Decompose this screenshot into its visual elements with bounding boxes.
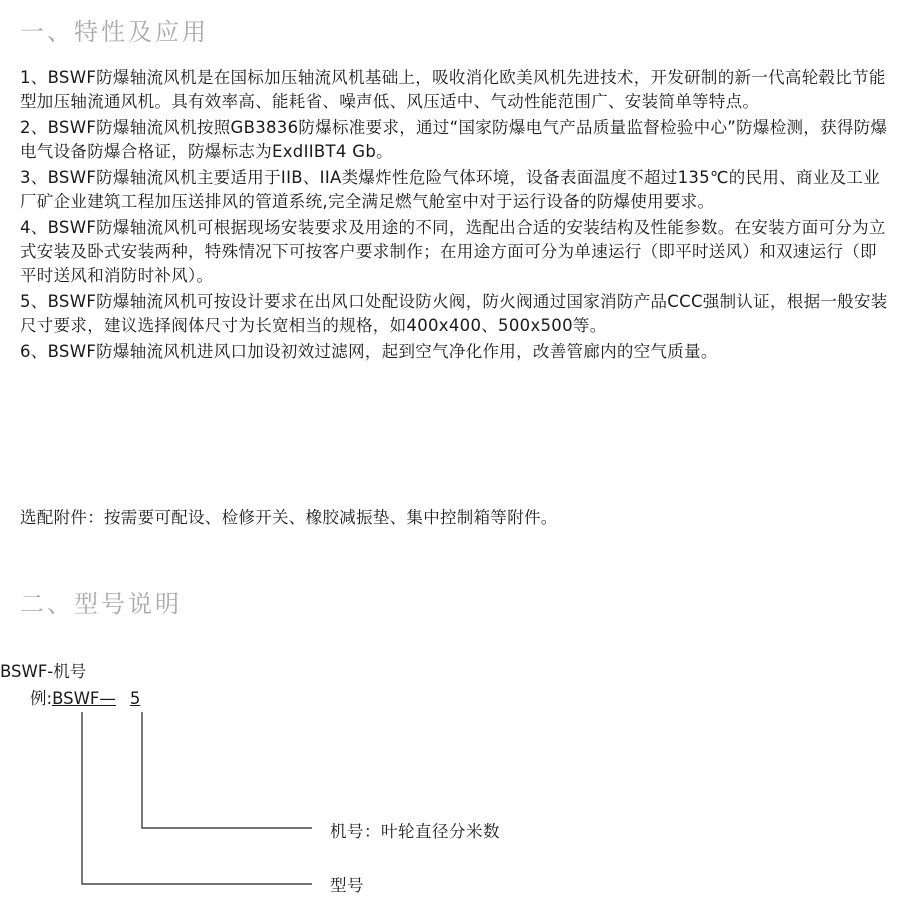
callout-number-text: 机号：叶轮直径分米数 <box>330 822 500 841</box>
section-title-model: 二、型号说明 <box>20 590 182 618</box>
callout-line-number <box>142 712 312 828</box>
callout-line-type <box>82 712 312 884</box>
feature-paragraph-6: 6、BSWF防爆轴流风机进风口加设初效过滤网，起到空气净化作用，改善管廊内的空气质量。 <box>20 342 718 361</box>
feature-paragraph-1: 1、BSWF防爆轴流风机是在国标加压轴流风机基础上，吸收消化欧美风机先进技术，开发研制的新一代高轮毂比节能型加压轴流通风机。具有效率高、能耗省、噪声低、风压适中、气动性能范围广、安装简单等特点。 <box>20 68 886 111</box>
section-title-features: 一、特性及应用 <box>20 18 209 46</box>
optional-accessories: 选配附件：按需要可配设、检修开关、橡胶减振垫、集中控制箱等附件。 <box>20 508 558 527</box>
model-format-label: BSWF-机号 <box>0 662 87 681</box>
feature-paragraph-3: 3、BSWF防爆轴流风机主要适用于IIB、IIA类爆炸性危险气体环境，设备表面温度不超过135℃的民用、商业及工业厂矿企业建筑工程加压送排风的管道系统,完全满足燃气舱室中对于运行设备的防爆使用要求。 <box>20 168 881 211</box>
feature-paragraph-4: 4、BSWF防爆轴流风机可根据现场安装要求及用途的不同，选配出合适的安装结构及性能参数。在安装方面可分为立式安装及卧式安装两种，特殊情况下可按客户要求制作；在用途方面可分为单速运行（即平时送风）和双速运行（即平时送风和消防时补风）。 <box>20 218 886 285</box>
feature-paragraph-2: 2、BSWF防爆轴流风机按照GB3836防爆标准要求，通过“国家防爆电气产品质量监督检验中心”防爆检测，获得防爆电气设备防爆合格证，防爆标志为ExdIIBT4 Gb。 <box>20 118 888 161</box>
feature-paragraph-5: 5、BSWF防爆轴流风机可按设计要求在出风口处配设防火阀，防火阀通过国家消防产品CCC强制认证，根据一般安装尺寸要求，建议选择阀体尺寸为长宽相当的规格，如400x400、500x500等。 <box>20 292 888 335</box>
example-model-number: 5 <box>129 689 141 708</box>
example-prefix: 例: <box>30 689 53 708</box>
callout-type-text: 型号 <box>330 876 364 895</box>
example-model-code: BSWF— <box>52 689 116 708</box>
